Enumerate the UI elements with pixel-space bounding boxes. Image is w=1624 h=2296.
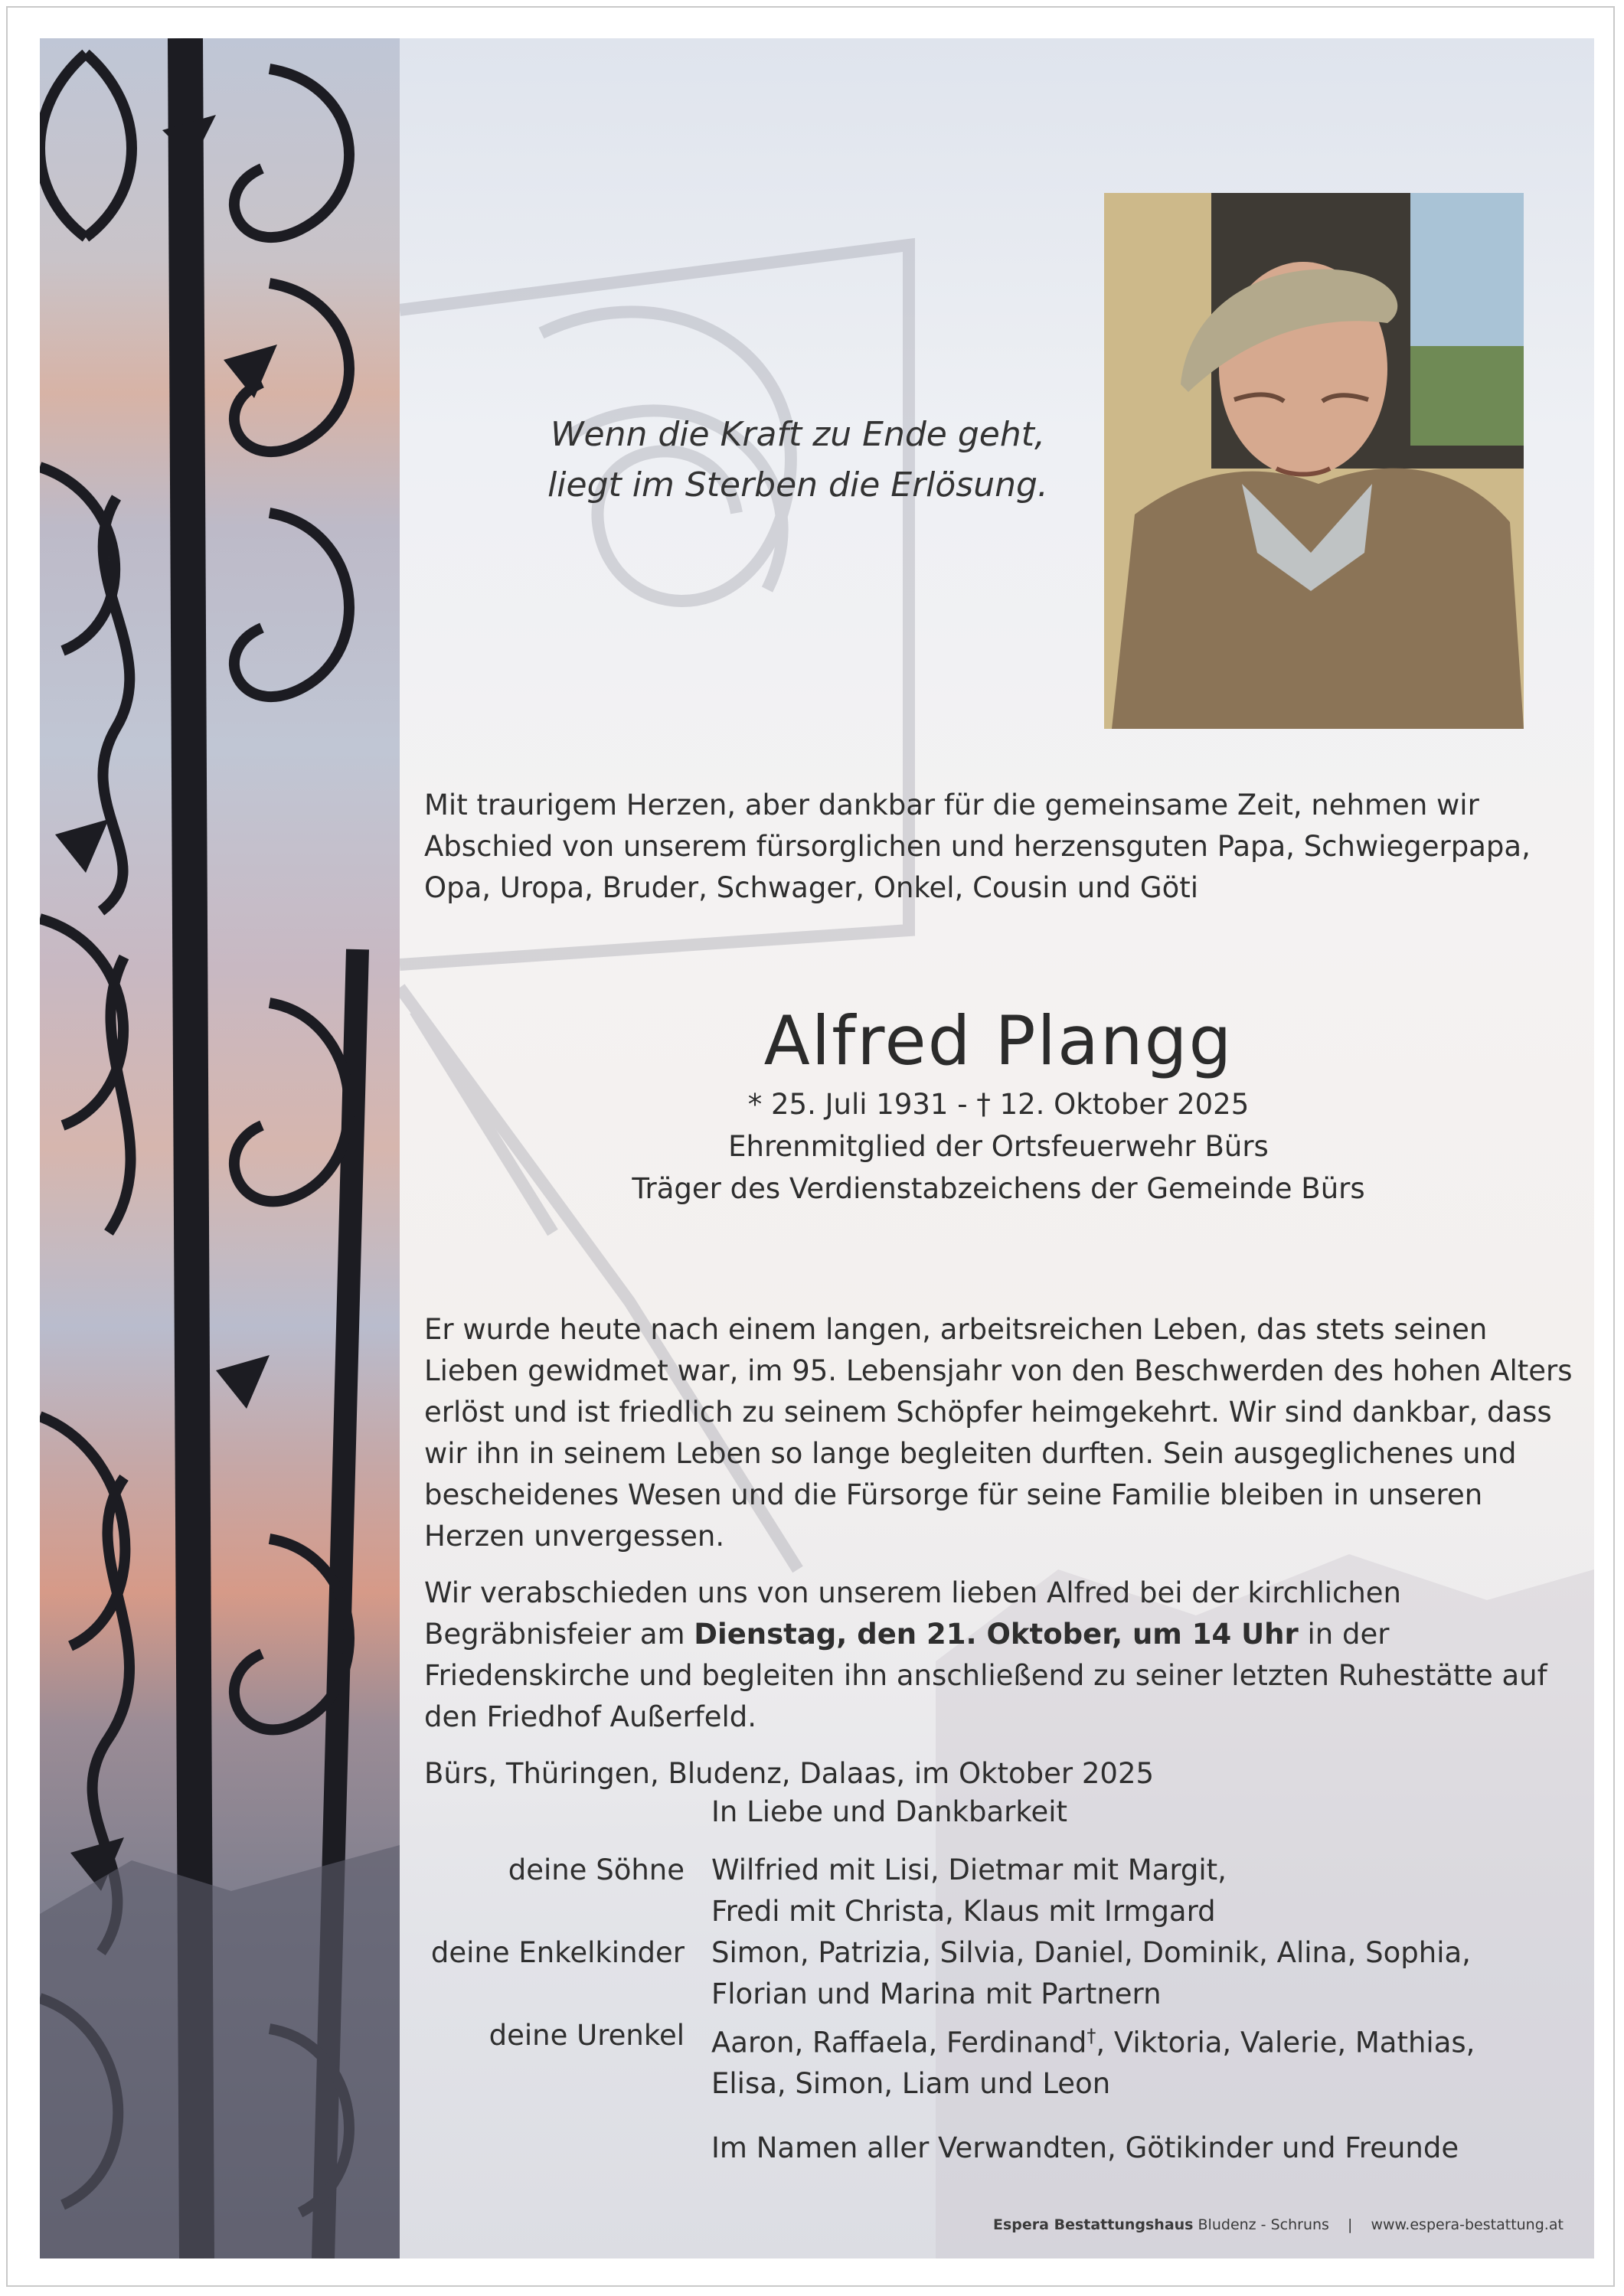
wrought-iron-cross-photo <box>40 38 400 2258</box>
grandchildren-line-2: Florian und Marina mit Partnern <box>711 1978 1162 2010</box>
portrait-photo <box>1104 193 1524 729</box>
greeting-text: In Liebe und Dankbarkeit <box>711 1795 1068 1828</box>
memorial-quote <box>469 410 1127 511</box>
portrait-illustration <box>1104 193 1524 729</box>
funeral-text-before: Wir verabschieden uns von unserem lieben Alfred bei der kirchlichen Begräbnisfeier am <box>424 1576 1402 1651</box>
deceased-cross-mark: † <box>1086 2025 1096 2046</box>
funeral-home-footer <box>993 2216 1564 2233</box>
footer-separator: | <box>1347 2216 1353 2233</box>
life-dates: * 25. Juli 1931 - † 12. Oktober 2025 <box>747 1088 1250 1121</box>
grandchildren-line-1: Simon, Patrizia, Silvia, Daniel, Dominik, Alina, Sophia, <box>711 1936 1471 1969</box>
greeting-row <box>424 1791 1573 1833</box>
deceased-info <box>424 999 1573 1210</box>
mourners-list <box>424 1791 1573 2169</box>
honor-fire-brigade: Ehrenmitglied der Ortsfeuerwehr Bürs <box>728 1130 1269 1163</box>
sons-row <box>424 1850 1573 1932</box>
closing-text: Im Namen aller Verwandten, Götikinder und Freunde <box>711 2131 1459 2165</box>
sons-line-1: Wilfried mit Lisi, Dietmar mit Margit, <box>711 1853 1227 1886</box>
deceased-name: Alfred Plangg <box>763 1001 1234 1080</box>
funeral-home-name: Espera Bestattungshaus <box>993 2216 1194 2233</box>
great-grandchildren-label: deine Urenkel <box>489 2019 685 2052</box>
great-grandchildren-names-b: , Viktoria, Valerie, Mathias, <box>1096 2026 1475 2059</box>
bio-paragraph: Er wurde heute nach einem langen, arbeitsreichen Leben, das stets seinen Lieben gewidmet war, im 95. Lebensjahr von den Beschwerden des hohen Alters erlöst und ist friedlich zu seinem Schöpfer heimgekehrt. Wir sind dankbar, dass wir ihn in seinem Leben so lange begleiten durften. Sein ausgeglichenes und bescheidenes Wesen und die Fürsorge für seine Familie bleiben in unseren Herzen unvergessen. <box>424 1313 1573 1553</box>
great-grandchildren-line-2: Elisa, Simon, Liam und Leon <box>711 2067 1111 2101</box>
funeral-paragraph <box>424 1573 1573 1738</box>
closing-row <box>424 2128 1573 2169</box>
honor-merit-badge: Träger des Verdienstabzeichens der Gemeinde Bürs <box>632 1172 1365 1205</box>
grandchildren-row <box>424 1932 1573 2015</box>
obituary-card <box>40 38 1594 2258</box>
intro-text: Mit traurigem Herzen, aber dankbar für die gemeinsame Zeit, nehmen wir Abschied von unserem fürsorglichen und herzensguten Papa, Schwiegerpapa, Opa, Uropa, Bruder, Schwager, Onkel, Cousin und Göti <box>424 789 1531 904</box>
wrought-iron-silhouette <box>40 38 400 2258</box>
funeral-home-location: Bludenz - Schruns <box>1193 2216 1329 2233</box>
sons-line-2: Fredi mit Christa, Klaus mit Irmgard <box>711 1895 1216 1928</box>
greeting-spacer <box>424 1791 711 1833</box>
great-grandchildren-names-a: Aaron, Raffaela, Ferdinand <box>711 2026 1087 2059</box>
funeral-home-website[interactable]: www.espera-bestattung.at <box>1371 2216 1564 2233</box>
great-grandchildren-line-1 <box>711 2015 1573 2063</box>
quote-line-1: Wenn die Kraft zu Ende geht, <box>551 415 1045 454</box>
grandchildren-label: deine Enkelkinder <box>430 1936 685 1969</box>
quote-line-2: liegt im Sterben die Erlösung. <box>547 465 1048 505</box>
closing-spacer <box>424 2128 711 2169</box>
funeral-text-after: in der Friedenskirche und begleiten ihn anschließend zu seiner letzten Ruhestätte auf den Friedhof Außerfeld. <box>424 1618 1547 1733</box>
obituary-body <box>424 1309 1573 1810</box>
great-grandchildren-row <box>424 2015 1573 2105</box>
places-line: Bürs, Thüringen, Bludenz, Dalaas, im Oktober 2025 <box>424 1757 1155 1790</box>
sons-label: deine Söhne <box>508 1853 685 1886</box>
funeral-date: Dienstag, den 21. Oktober, um 14 Uhr <box>694 1618 1299 1651</box>
